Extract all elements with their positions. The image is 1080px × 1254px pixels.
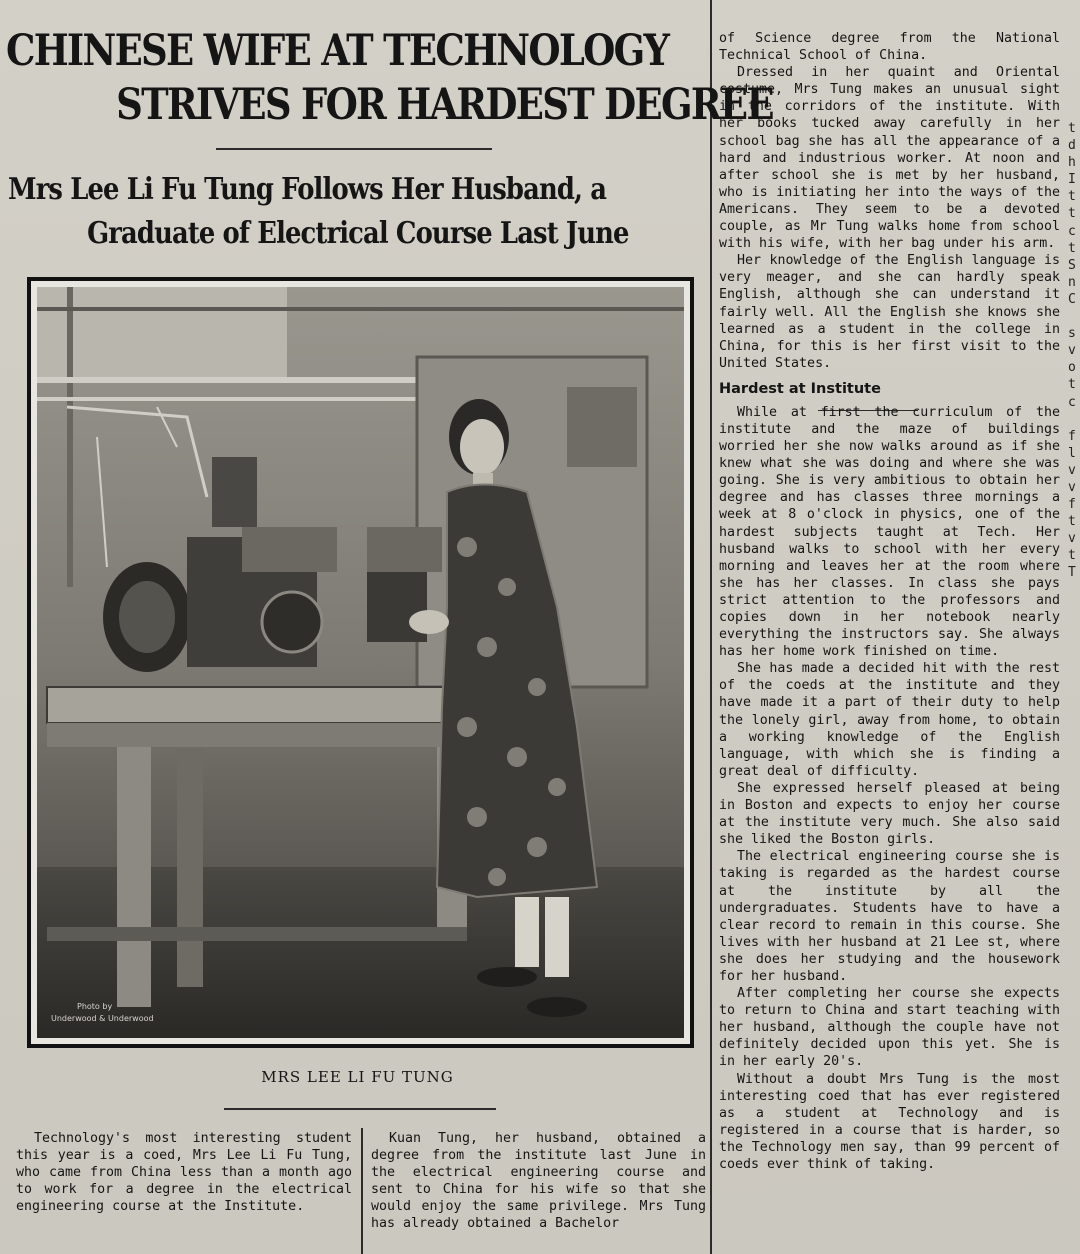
edge-letter: t: [1068, 377, 1076, 393]
paragraph: The electrical engineering course she is taking is regarded as the hardest course at the institute by all the undergraduates. Students have to have a clear record to remain in this course. She lives with her husband at 21 Lee st, where she does her studying and the housework for her husband.: [719, 849, 1060, 984]
headline-rule: [216, 148, 492, 150]
column-rule-bottom-middle: [361, 1128, 363, 1254]
edge-letter: t: [1068, 240, 1076, 256]
photo-caption: MRS LEE LI FU TUNG: [261, 1068, 454, 1086]
paragraph: Her knowledge of the English language is very meager, and she can hardly speak English, although she can understand it fairly well. All the English she knows she learned as a student in the college in China, for this is her first visit to the United States.: [719, 253, 1060, 371]
headline-line-1: CHINESE WIFE AT TECHNOLOGY: [6, 26, 669, 76]
edge-letter: n: [1068, 274, 1076, 290]
photo: [27, 277, 694, 1048]
subheadline: [8, 168, 700, 256]
paragraph: While at first the curriculum of the institute and the maze of buildings worried her she now walks around as if she knew what she was doing and where she was going. She is very ambitious to obtain her degree and has classes three mornings a week at 8 o'clock in physics, one of the hardest subjects taught at Tech. Her husband walks to school with her every morning and leaves her at the room where she has her classes. In class she pays strict attention to the professors and copies down in her notebook nearly everything the instructors say. She always has her home work finished on time.: [719, 404, 1060, 660]
edge-letter: v: [1068, 479, 1076, 495]
edge-letter: f: [1068, 428, 1076, 444]
edge-letter: l: [1068, 445, 1076, 461]
paragraph: Kuan Tung, her husband, obtained a degree from the institute last June in the electrical engineering course and sent to China for his wife so that she would enjoy the same privilege. Mrs Tung has already obtained a Bachelor: [371, 1131, 706, 1232]
edge-letter: t: [1068, 121, 1076, 136]
edge-letter: v: [1068, 531, 1076, 547]
headline: [6, 24, 773, 132]
edge-letter: s: [1068, 326, 1076, 342]
paragraph: She expressed herself pleased at being in Boston and expects to enjoy her course at the institute very much. She also said she liked the Boston girls.: [719, 780, 1060, 848]
photo-credit-line-1: Photo by: [77, 1002, 113, 1011]
edge-letter: f: [1068, 497, 1076, 513]
edge-letter: C: [1068, 291, 1076, 307]
section-subhead: Hardest at Institute: [719, 380, 881, 397]
edge-letter: v: [1068, 462, 1076, 478]
edge-letter: [1068, 308, 1080, 325]
caption-rule: [224, 1108, 496, 1110]
edge-letter: t: [1068, 189, 1076, 205]
paragraph: Technology's most interesting student this year is a coed, Mrs Lee Li Fu Tung, who came from China less than a month ago to work for a degree in the electrical engineering course at the Institute.: [16, 1131, 352, 1215]
paragraph: After completing her course she expects to return to China and start teaching with her husband, although the couple have not definitely decided upon this yet. She is in her early 20's.: [719, 986, 1060, 1070]
edge-letter: t: [1068, 514, 1076, 530]
edge-letter: T: [1068, 565, 1076, 581]
paragraph: She has made a decided hit with the rest of the coeds at the institute and they have made it a part of their duty to help the lonely girl, away from home, to obtain a working knowledge of the English language, with which she is finding a great deal of difficulty.: [719, 661, 1060, 779]
edge-letter: h: [1068, 155, 1076, 171]
adjacent-column-fragment: [1068, 120, 1080, 582]
right-column: [719, 30, 1060, 1173]
column-rule-right: [710, 0, 712, 1254]
bottom-left-column: [16, 1130, 352, 1215]
edge-letter: I: [1068, 172, 1076, 188]
edge-letter: c: [1068, 394, 1076, 410]
photo-illustration: [37, 287, 684, 1038]
edge-letter: S: [1068, 257, 1076, 273]
edge-letter: v: [1068, 343, 1076, 359]
subheadline-line-1: Mrs Lee Li Fu Tung Follows Her Husband, a: [8, 172, 607, 207]
paragraph: of Science degree from the National Technical School of China.: [719, 31, 1060, 64]
photo-credit-line-2: Underwood & Underwood: [51, 1014, 154, 1023]
bottom-middle-column: [371, 1130, 706, 1233]
edge-letter: [1068, 411, 1080, 428]
edge-letter: t: [1068, 548, 1076, 564]
paragraph: Dressed in her quaint and Oriental costume, Mrs Tung makes an unusual sight in the corridors of the institute. With her books tucked away carefully in her school bag she has all the appearance of a hard and industrious worker. At noon and after school she is met by her husband, who is initiating her into the ways of the Americans. They seem to be a devoted couple, as Mr Tung walks home from school with his wife, with her bag under his arm.: [719, 65, 1060, 252]
paragraph: Without a doubt Mrs Tung is the most interesting coed that has ever registered as a student at Technology and is registered in a course that is harder, so the Technology men say, than 99 percent of coeds ever think of taking.: [719, 1071, 1060, 1172]
subheadline-line-2: Graduate of Electrical Course Last June: [87, 216, 629, 251]
edge-letter: c: [1068, 223, 1076, 239]
edge-letter: d: [1068, 138, 1076, 154]
edge-letter: t: [1068, 206, 1076, 222]
edge-letter: o: [1068, 360, 1076, 376]
headline-line-2: STRIVES FOR HARDEST DEGREE: [116, 80, 773, 130]
